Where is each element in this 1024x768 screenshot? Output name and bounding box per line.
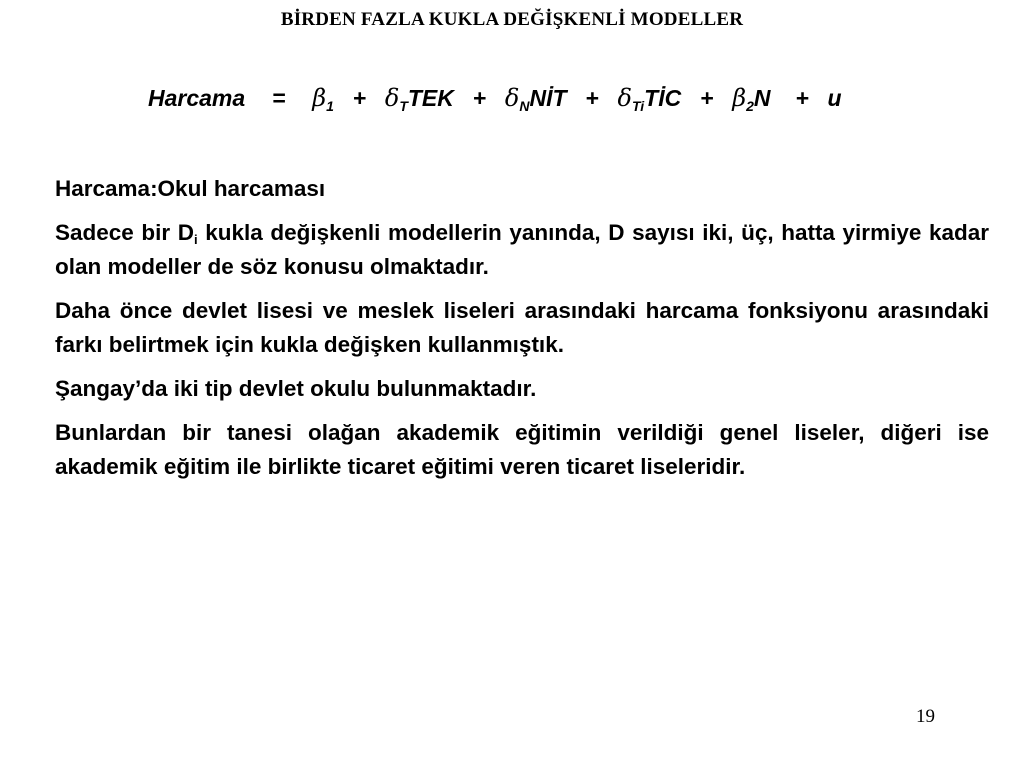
paragraph-previous-example: Daha önce devlet lisesi ve meslek liseleri arasındaki harcama fonksiyonu arasındaki farkı belirtmek için kukla değişken kullanmıştık. <box>55 298 989 357</box>
beta-subscript-2: 2 <box>746 98 754 114</box>
variable-tic: TİC <box>644 85 682 111</box>
paragraph-text: kukla değişkenli modellerin yanında, D sayısı iki, üç, hatta yirmiye kadar olan modeller de söz konusu olmaktadır. <box>55 220 989 279</box>
plus-sign: + <box>472 85 487 111</box>
error-term: u <box>827 85 842 111</box>
delta-symbol: δ <box>617 84 632 112</box>
paragraph-shanghai: Şangay’da iki tip devlet okulu bulunmaktadır. <box>55 376 537 401</box>
paragraph-school-types: Bunlardan bir tanesi olağan akademik eğitimin verildiği genel liseler, diğeri ise akademik eğitim ile birlikte ticaret eğitimi veren ticaret liseleridir. <box>55 420 989 479</box>
paragraph-multiple-dummies <box>55 216 989 284</box>
variable-n: N <box>753 85 771 111</box>
delta-subscript-ti: Ti <box>631 98 645 114</box>
plus-sign: + <box>795 85 809 111</box>
equation-lhs: Harcama <box>148 85 246 111</box>
dummy-subscript: i <box>194 232 198 247</box>
plus-sign: + <box>700 85 714 111</box>
paragraph-definition: Harcama:Okul harcaması <box>55 176 326 201</box>
beta-subscript-1: 1 <box>326 98 334 114</box>
plus-sign: + <box>585 85 599 111</box>
beta-symbol: β <box>312 84 327 112</box>
delta-subscript-t: T <box>399 98 408 114</box>
beta-symbol: β <box>732 84 747 112</box>
equation-equals: = <box>271 85 286 111</box>
page-number: 19 <box>916 706 935 727</box>
paragraph-text: Sadece bir D <box>55 220 194 245</box>
variable-tek: TEK <box>407 85 454 111</box>
delta-subscript-n: N <box>519 98 530 114</box>
delta-symbol: δ <box>384 84 400 112</box>
regression-equation <box>148 84 908 112</box>
slide-title: BİRDEN FAZLA KUKLA DEĞİŞKENLİ MODELLER <box>280 9 744 30</box>
slide-body <box>55 172 989 494</box>
delta-symbol: δ <box>504 84 520 112</box>
variable-nit: NİT <box>529 85 567 111</box>
plus-sign: + <box>352 85 367 111</box>
